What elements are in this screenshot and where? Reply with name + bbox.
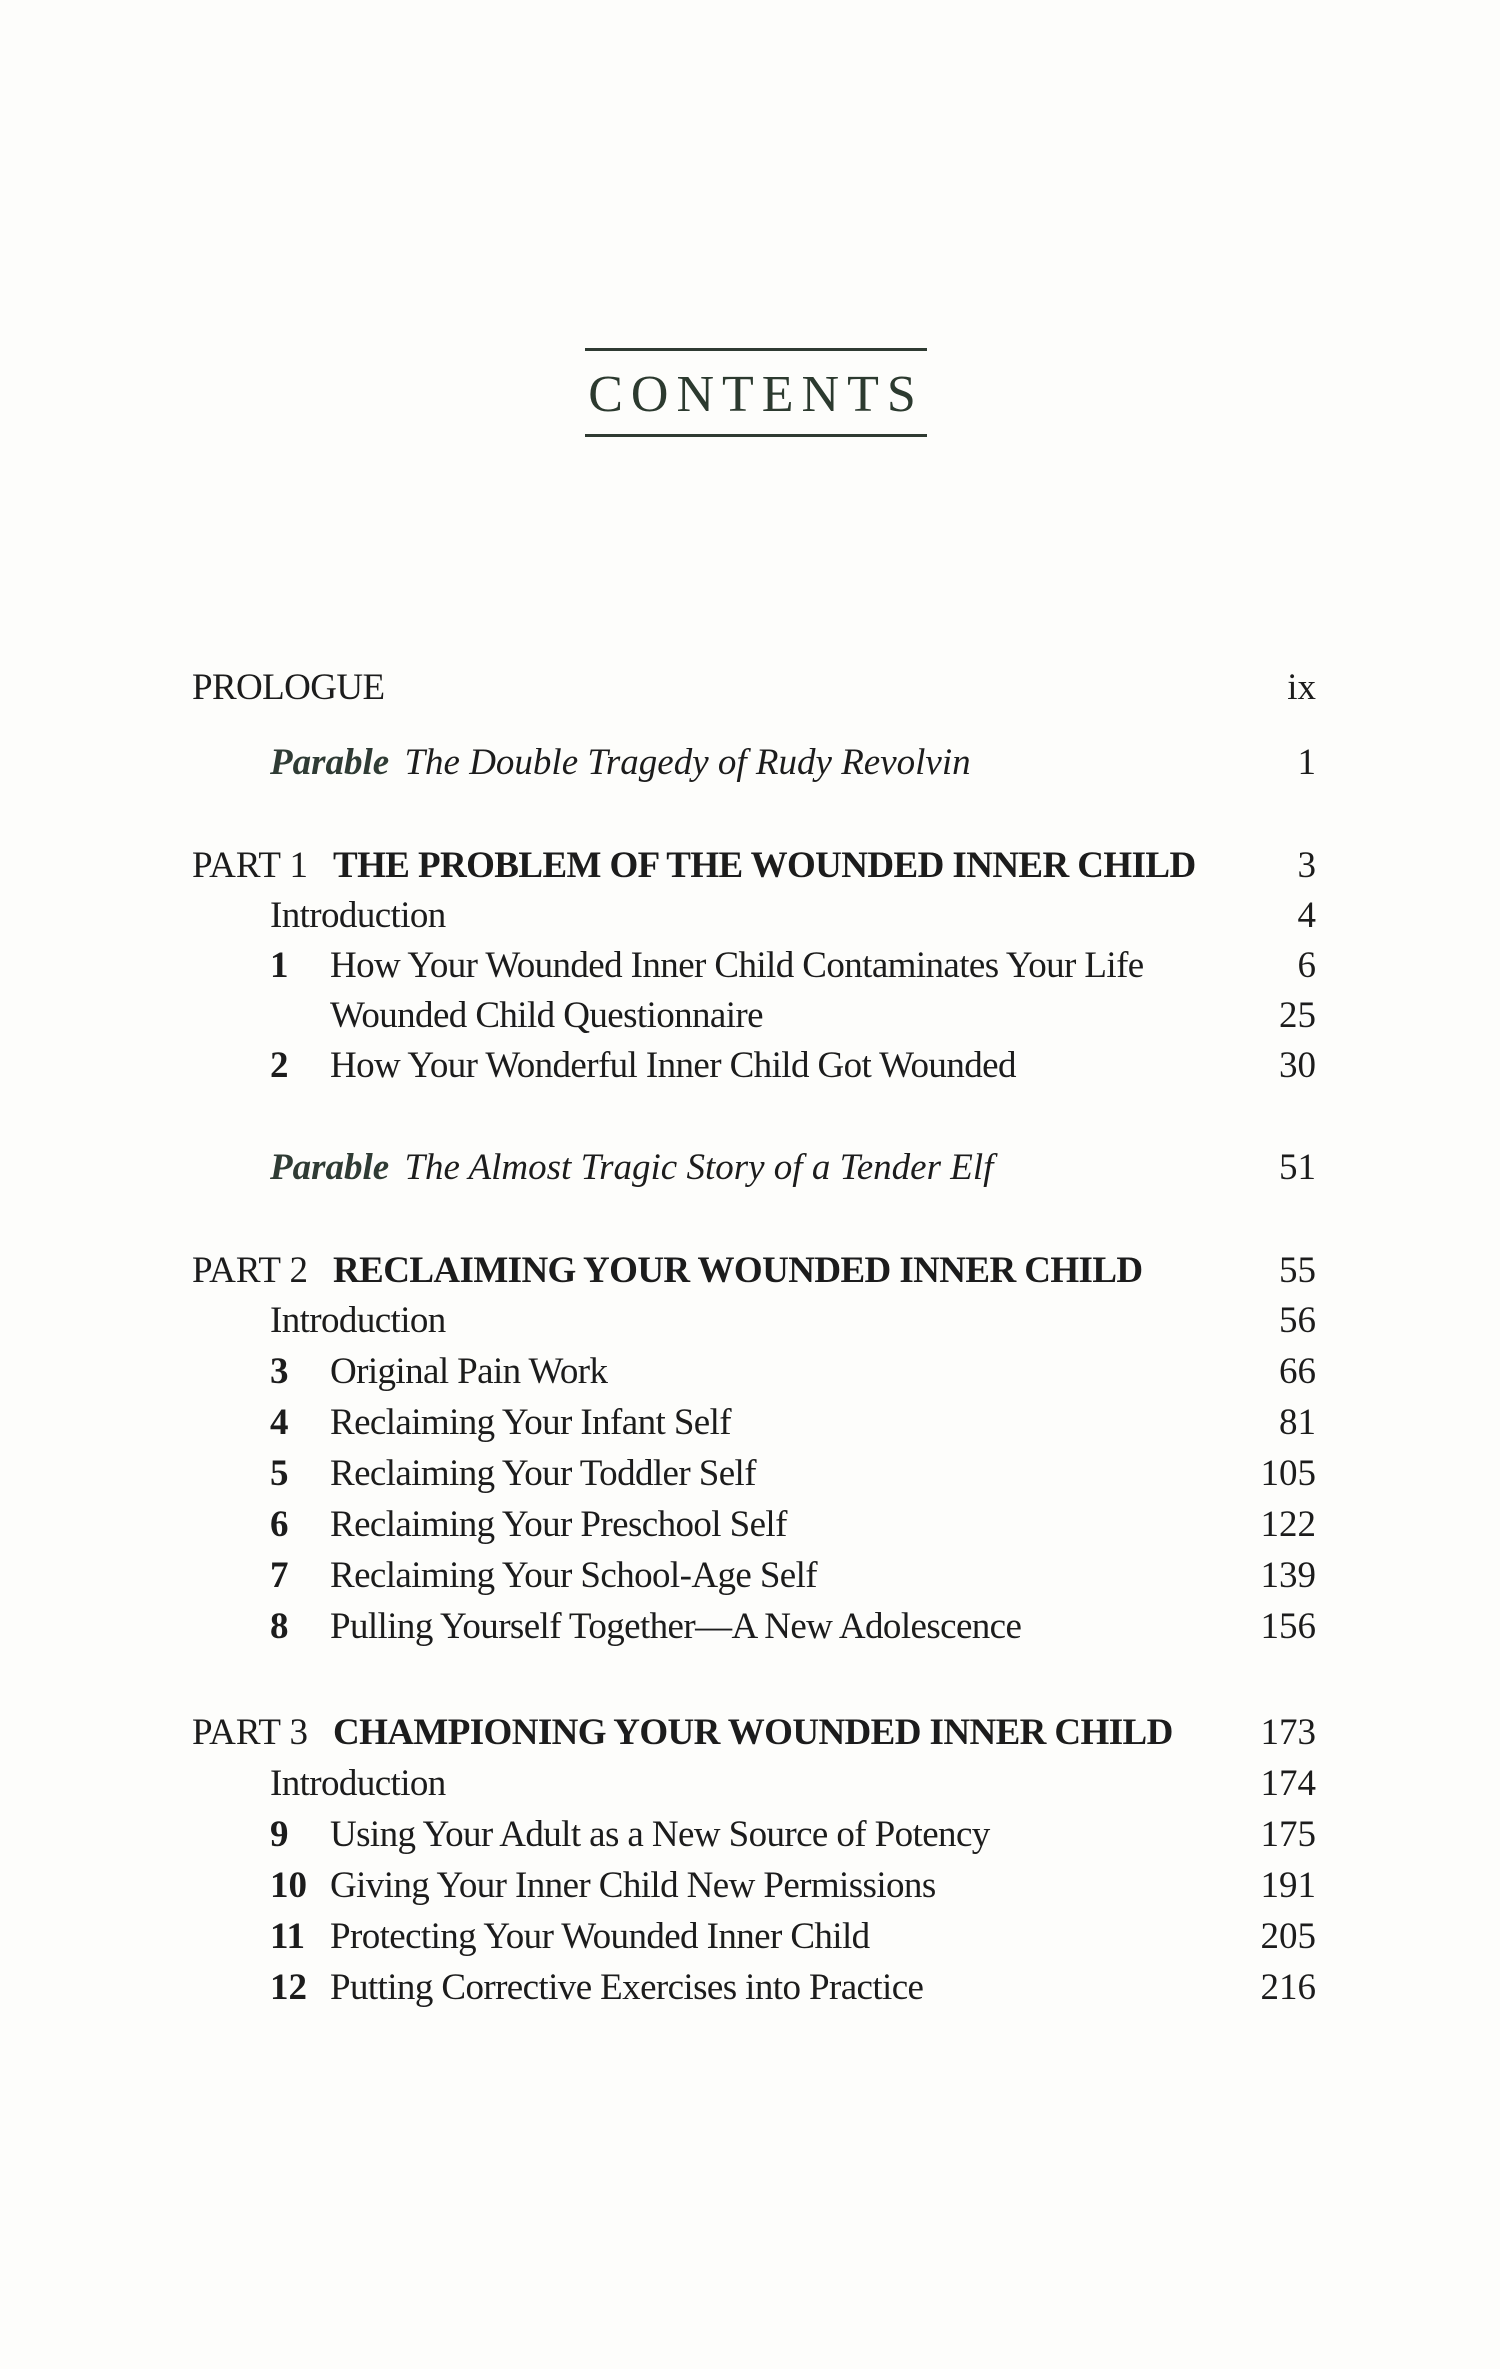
chapter-title: Reclaiming Your Toddler Self (330, 1453, 756, 1494)
chapter-title: Putting Corrective Exercises into Practice (330, 1967, 924, 2008)
page-number: 173 (1260, 1712, 1316, 1753)
toc-row-part (0, 840, 1500, 892)
toc-row-chapter (0, 1040, 1500, 1092)
toc-row-prologue (0, 662, 1500, 714)
page-number: 139 (1260, 1555, 1316, 1596)
page-number: 81 (1279, 1402, 1316, 1443)
parable-title: The Double Tragedy of Rudy Revolvin (404, 742, 971, 783)
chapter-title: How Your Wounded Inner Child Contaminates Your Life (330, 945, 1144, 986)
page-number: 175 (1260, 1814, 1316, 1855)
chapter-number: 10 (270, 1865, 307, 1906)
page-number: 30 (1279, 1045, 1316, 1086)
page-number: 156 (1260, 1606, 1316, 1647)
chapter-number: 2 (270, 1045, 289, 1086)
chapter-title: Reclaiming Your Infant Self (330, 1402, 732, 1443)
introduction-label: Introduction (270, 1763, 446, 1804)
chapter-title: Pulling Yourself Together—A New Adolescence (330, 1606, 1022, 1647)
toc-row-chapter (0, 1809, 1500, 1861)
page-number: 6 (1297, 945, 1316, 986)
toc-row-introduction (0, 1295, 1500, 1347)
chapter-title: Reclaiming Your Preschool Self (330, 1504, 787, 1545)
chapter-number: 5 (270, 1453, 289, 1494)
introduction-label: Introduction (270, 895, 446, 936)
toc-row-chapter (0, 1911, 1500, 1963)
introduction-label: Introduction (270, 1300, 446, 1341)
toc-row-chapter (0, 1962, 1500, 2014)
page-number: 205 (1260, 1916, 1316, 1957)
part-label: PART 1 (192, 845, 309, 886)
page-number: 191 (1260, 1865, 1316, 1906)
page-number: 25 (1279, 995, 1316, 1036)
toc-row-chapter (0, 1448, 1500, 1500)
chapter-number: 9 (270, 1814, 289, 1855)
toc-row-chapter (0, 1499, 1500, 1551)
chapter-title: Protecting Your Wounded Inner Child (330, 1916, 870, 1957)
page-title: CONTENTS (585, 348, 927, 437)
part-title: THE PROBLEM OF THE WOUNDED INNER CHILD (333, 845, 1196, 886)
parable-label: Parable (270, 1147, 390, 1188)
chapter-number: 1 (270, 945, 289, 986)
page-number: 66 (1279, 1351, 1316, 1392)
toc-row-chapter (0, 1550, 1500, 1602)
part-label: PART 3 (192, 1712, 309, 1753)
toc-row-introduction (0, 890, 1500, 942)
toc-row-parable (0, 1142, 1500, 1194)
chapter-number: 11 (270, 1916, 305, 1957)
toc-row-part (0, 1245, 1500, 1297)
parable-title: The Almost Tragic Story of a Tender Elf (404, 1147, 994, 1188)
page-number: 4 (1297, 895, 1316, 936)
chapter-title: Original Pain Work (330, 1351, 608, 1392)
chapter-title: How Your Wonderful Inner Child Got Wounded (330, 1045, 1016, 1086)
page-number: 51 (1279, 1147, 1316, 1188)
page-number: 3 (1297, 845, 1316, 886)
chapter-number: 8 (270, 1606, 289, 1647)
part-title: RECLAIMING YOUR WOUNDED INNER CHILD (333, 1250, 1143, 1291)
page-number: 55 (1279, 1250, 1316, 1291)
page-number: 1 (1297, 742, 1316, 783)
section-title: Wounded Child Questionnaire (330, 995, 763, 1036)
toc-row-chapter (0, 1346, 1500, 1398)
chapter-title: Using Your Adult as a New Source of Potency (330, 1814, 990, 1855)
toc-row-introduction (0, 1758, 1500, 1810)
toc-row-parable (0, 737, 1500, 789)
chapter-number: 7 (270, 1555, 289, 1596)
part-title: CHAMPIONING YOUR WOUNDED INNER CHILD (333, 1712, 1173, 1753)
page-number: 105 (1260, 1453, 1316, 1494)
page-number: 122 (1260, 1504, 1316, 1545)
page-number: 216 (1260, 1967, 1316, 2008)
toc-row-chapter (0, 940, 1500, 992)
page-number: 56 (1279, 1300, 1316, 1341)
toc-row-part (0, 1707, 1500, 1759)
chapter-number: 6 (270, 1504, 289, 1545)
toc-row-chapter (0, 1601, 1500, 1653)
part-label: PART 2 (192, 1250, 309, 1291)
prologue-label: PROLOGUE (192, 667, 385, 708)
page-number: 174 (1260, 1763, 1316, 1804)
chapter-number: 3 (270, 1351, 289, 1392)
chapter-title: Reclaiming Your School-Age Self (330, 1555, 818, 1596)
chapter-title: Giving Your Inner Child New Permissions (330, 1865, 936, 1906)
parable-label: Parable (270, 742, 390, 783)
toc-row-chapter (0, 1860, 1500, 1912)
chapter-number: 12 (270, 1967, 307, 2008)
toc-row-chapter (0, 1397, 1500, 1449)
toc-row-section (0, 990, 1500, 1042)
page-number: ix (1287, 667, 1316, 708)
chapter-number: 4 (270, 1402, 289, 1443)
